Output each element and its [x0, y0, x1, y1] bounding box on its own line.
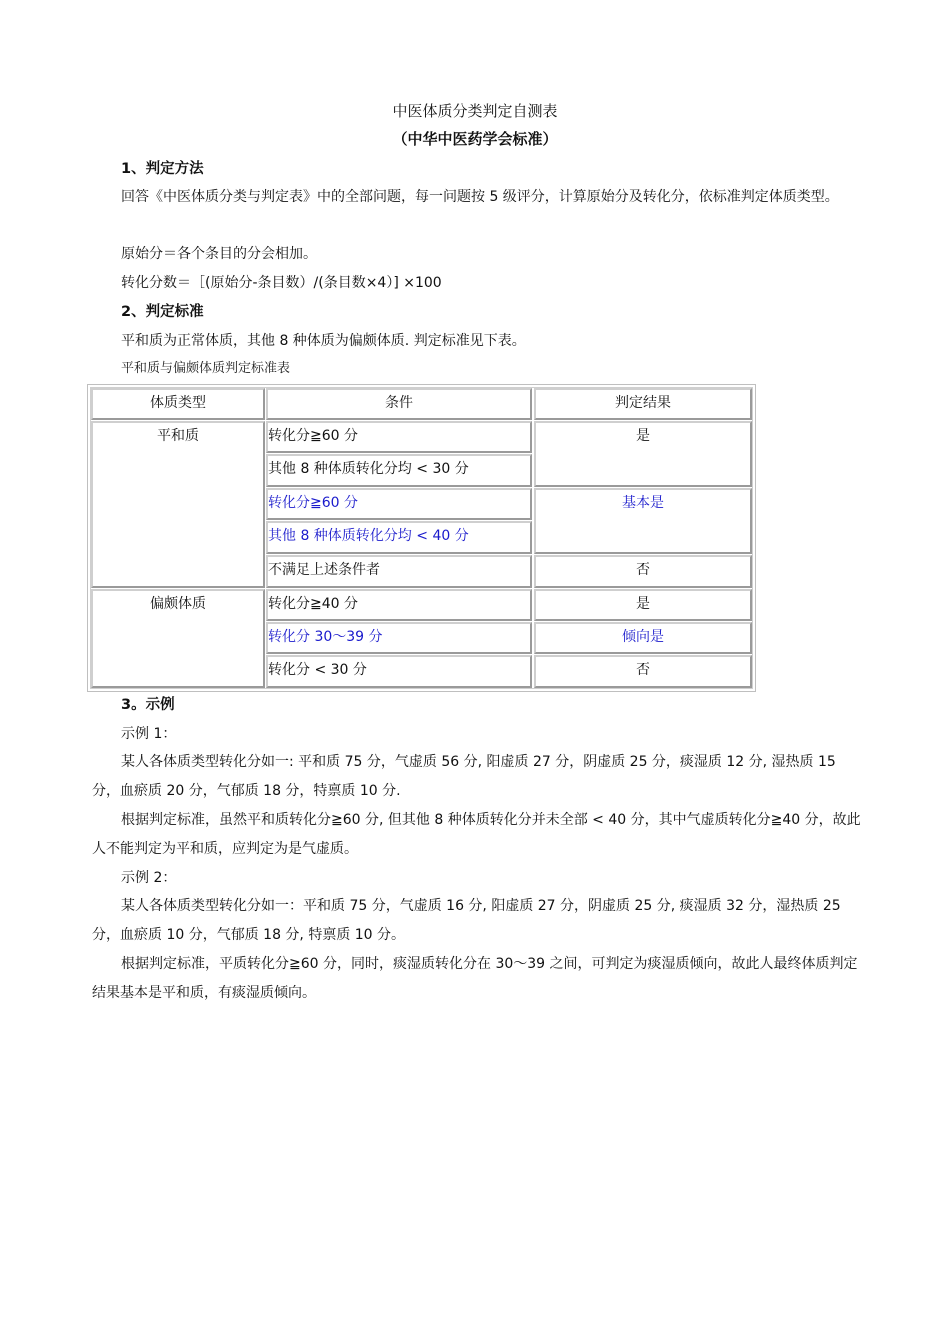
table-cell-result: 是: [534, 589, 752, 621]
section-1-paragraph-1: 回答《中医体质分类与判定表》中的全部问题，每一问题按 5 级评分，计算原始分及转化分，依标准判定体质类型。: [121, 189, 839, 205]
example-1-label: 示例 1：: [121, 726, 177, 742]
criteria-table: [87, 384, 756, 692]
table-cell-condition: 转化分≧40 分: [266, 589, 532, 621]
section-3-heading: 3。示例: [121, 697, 175, 713]
table-cell-condition: 其他 8 种体质转化分均 < 40 分: [266, 521, 532, 554]
section-2-heading: 2、判定标准: [121, 304, 204, 320]
table-cell-condition: 转化分≧60 分: [266, 421, 532, 453]
table-cell-condition: 转化分≧60 分: [266, 488, 532, 520]
example-2-label: 示例 2：: [121, 870, 177, 886]
section-2-paragraph: 平和质为正常体质，其他 8 种体质为偏颇体质. 判定标准见下表。: [121, 333, 526, 349]
example-1-paragraph-1: 某人各体质类型转化分如一: 平和质 75 分，气虚质 56 分, 阳虚质 27 分，阴虚质 25 分，痰湿质 12 分, 湿热质 15 分，血瘀质 20 分，气郁质 18 分，特禀质 10 分.: [92, 754, 836, 799]
table-cell-result: 否: [534, 655, 752, 688]
table-cell-condition: 其他 8 种体质转化分均 < 30 分: [266, 454, 532, 487]
page-title: 中医体质分类判定自测表: [392, 102, 558, 120]
table-cell-result: 基本是: [534, 488, 752, 554]
table-header-result: 判定结果: [534, 388, 752, 420]
table-cell-result: 是: [534, 421, 752, 487]
table-cell-condition: 转化分 < 30 分: [266, 655, 532, 688]
page-subtitle: （中华中医药学会标准）: [392, 130, 558, 148]
section-1-heading: 1、判定方法: [121, 161, 204, 177]
table-cell-result: 否: [534, 555, 752, 588]
table-header-condition: 条件: [266, 388, 532, 420]
table-group-pinghe: 平和质: [91, 421, 265, 588]
section-1-paragraph-2: 原始分＝各个条目的分会相加。: [121, 246, 317, 262]
table-header-type: 体质类型: [91, 388, 265, 420]
example-2-paragraph-2: 根据判定标准，平质转化分≧60 分，同时，痰湿质转化分在 30～39 之间，可判定为痰湿质倾向，故此人最终体质判定结果基本是平和质，有痰湿质倾向。: [92, 956, 858, 1001]
table-caption: 平和质与偏颇体质判定标准表: [121, 361, 291, 376]
example-2-paragraph-1: 某人各体质类型转化分如一：平和质 75 分，气虚质 16 分, 阳虚质 27 分，阴虚质 25 分, 痰湿质 32 分，湿热质 25 分，血瘀质 10 分，气郁质 18 分, 特禀质 10 分。: [92, 898, 841, 943]
table-group-pianpo: 偏颇体质: [91, 589, 265, 688]
table-cell-condition: 转化分 30～39 分: [266, 622, 532, 654]
section-1-formula: 转化分数＝［(原始分-条目数）/(条目数×4）] ×100: [121, 275, 442, 291]
table-cell-result: 倾向是: [534, 622, 752, 654]
table-cell-condition: 不满足上述条件者: [266, 555, 532, 588]
example-1-paragraph-2: 根据判定标准，虽然平和质转化分≧60 分, 但其他 8 种体质转化分并未全部 < 40 分，其中气虚质转化分≧40 分，故此人不能判定为平和质，应判定为是气虚质。: [92, 812, 861, 857]
